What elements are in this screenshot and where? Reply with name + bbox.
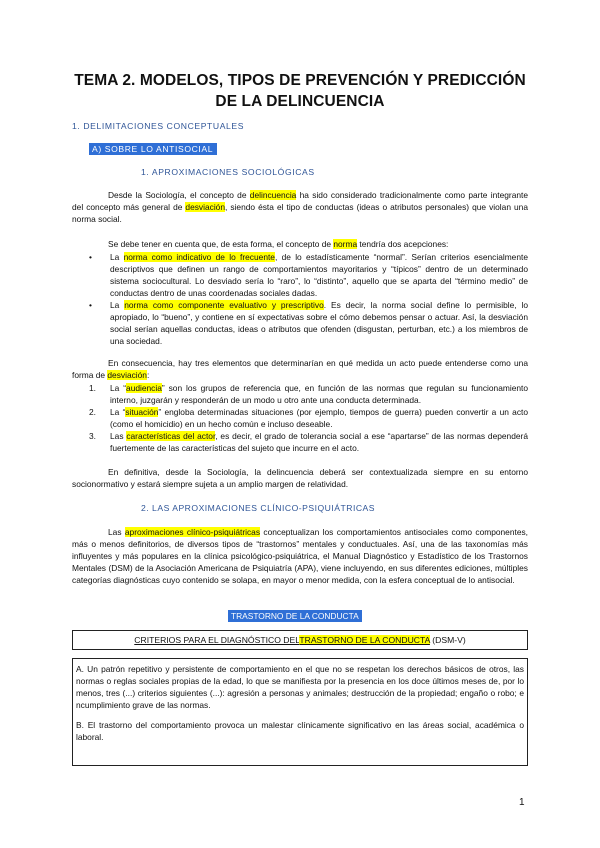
criteria-title-box: CRITERIOS PARA EL DIAGNÓSTICO DELTRASTORNO DE LA CONDUCTA (DSM-V) [72,630,528,650]
list-item: 2. La “situación” engloba determinadas situaciones (por ejemplo, tiempos de guerra) pueden convertir a un acto (como el homicidio) en un hecho común e incluso deseable. [89,407,528,429]
highlight-text: situación [125,407,159,417]
subsection-a-heading: A) SOBRE LO ANTISOCIAL [89,143,217,155]
paragraph-3: En consecuencia, hay tres elementos que determinarían en qué medida un acto puede entenderse como una forma de desviación: [72,358,528,380]
norma-bullet-list [72,251,528,347]
highlight-desviacion: desviación [185,202,225,212]
title-line-1: TEMA 2. MODELOS, TIPOS DE PREVENCIÓN Y PREDICCIÓN [74,72,526,89]
heading-clinical: 2. LAS APROXIMACIONES CLÍNICO-PSIQUIÁTRICAS [141,503,376,513]
list-item: • La norma como componente evaluativo y prescriptivo. Es decir, la norma social define lo permisible, lo apropiado, lo “bueno”, y contiene en sí expectativas sobre el cómo debemos pensar o actuar. Así, la desviación social serían aquellas conductas, ideas o atributos que ofenden (disgustan, perturban, etc.) a los miembros de una sociedad. [89,300,528,346]
heading-sociological: 1. APROXIMACIONES SOCIOLÓGICAS [141,167,315,177]
elements-numbered-list [72,382,528,454]
highlight-text: audiencia [126,383,162,393]
page-number: 1 [519,797,525,808]
paragraph-4: En definitiva, desde la Sociología, la delincuencia deberá ser contextualizada siempre en su entorno socionormativo y estará siempre sujeta a un amplio margen de relatividad. [72,467,528,489]
criterion-b: B. El trastorno del comportamiento provoca un malestar clínicamente significativo en las áreas social, académica o laboral. [76,720,524,742]
criterion-a: A. Un patrón repetitivo y persistente de comportamiento en el que no se respetan los derechos básicos de otros, las normas o reglas sociales propias de la edad, lo que se manifiesta por la presencia en los doce últimos meses de, por lo menos, tres (...) criterios siguientes (...): agresión a personas y animales; destrucción de la propiedad; engaño o robo; e ncumplimiento grave de las normas. [76,664,524,710]
highlight-text: características del actor [126,431,216,441]
highlight-norma: norma [333,239,358,249]
page-title [60,70,540,112]
list-item: • La norma como indicativo de lo frecuente, de lo estadísticamente “normal”. Serían criterios esencialmente descriptivos que definen un rango de comportamientos mayoritarios y “típicos” dentro de un determinado sistema sociocultural. Lo desviado sería lo “raro”, lo “distinto”, aquello que se aparta del “término medio” de conductas dentro de unas coordenadas sociales dadas. [89,252,528,298]
highlight-text: norma como componente evaluativo y prescriptivo [124,300,324,310]
paragraph-5: Las aproximaciones clínico-psiquiátricas conceptualizan los comportamientos antisociales como componentes, más o menos definitorios, de diversos tipos de “trastornos” mentales y conductuales. Así, una de las taxonomías más influyentes y más populares en la clínica psicológico-psiquiátrica, el Manual Diagnóstico y Estadístico de los Trastornos Mentales (DSM) de la Asociación Americana de Psiquiatría (APA), viene incluyendo, en sus diferentes ediciones, múltiples categorías diagnósticas cuyo contenido se solapa, en mayor o menor medida, con la esfera conceptual de lo antisocial. [72,527,528,585]
title-line-2: DE LA DELINCUENCIA [215,93,385,110]
bullet-icon: • [89,300,92,310]
highlight-desviacion: desviación [107,370,147,380]
bullet-icon: • [89,252,92,262]
section-heading-1: 1. DELIMITACIONES CONCEPTUALES [72,121,245,131]
paragraph-2: Se debe tener en cuenta que, de esta forma, el concepto de norma tendría dos acepciones: [108,239,449,249]
highlight-delincuencia: delincuencia [249,190,297,200]
paragraph-1: Desde la Sociología, el concepto de delincuencia ha sido considerado tradicionalmente como parte integrante del concepto más general de desviación, siendo ésta el tipo de conductas (ideas o atributos personales) que violan una norma social. [72,190,528,224]
criteria-content-box [72,658,528,766]
list-item: 3. Las características del actor, es decir, el grado de tolerancia social a ese “apartarse” de las normas dependerá fuertemente de las características del sujeto que incurre en el acto. [89,431,528,453]
trastorno-label: TRASTORNO DE LA CONDUCTA [228,610,362,622]
list-item: 1. La “audiencia” son los grupos de referencia que, en función de las normas que regulan su funcionamiento interno, juzgarán y responderán de un modo u otro ante una conducta determinada. [89,383,528,405]
highlight-text: TRASTORNO DE LA CONDUCTA [299,635,430,645]
highlight-text: aproximaciones clínico-psiquiátricas [124,527,261,537]
highlight-text: norma como indicativo de lo frecuente [123,252,275,262]
